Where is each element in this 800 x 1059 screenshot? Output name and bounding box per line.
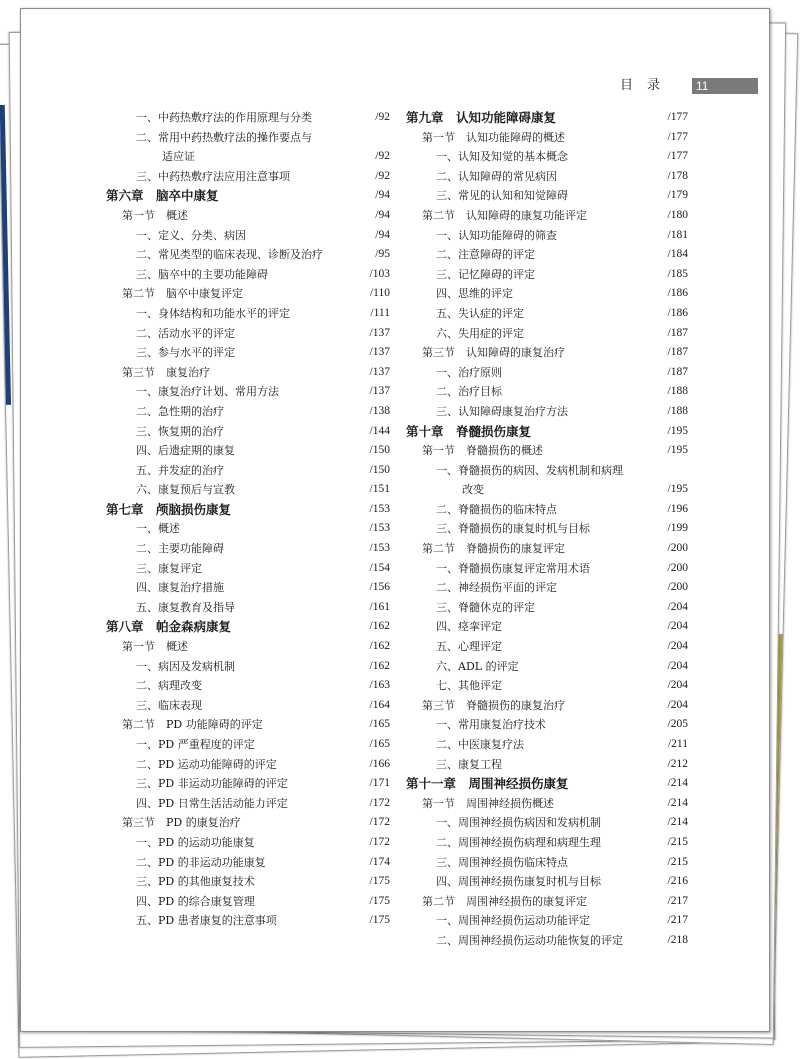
toc-entry-title: 四、PD 日常生活活动能力评定	[136, 796, 288, 810]
toc-entry-title: 二、周围神经损伤运动功能恢复的评定	[436, 933, 623, 947]
toc-entry-title: 第一节 脊髓损伤的概述	[422, 444, 543, 458]
toc-entry-title: 第三节 康复治疗	[122, 365, 210, 379]
toc-entry-title: 第二节 PD 功能障碍的评定	[122, 718, 263, 732]
toc-entry-page: /171	[369, 777, 390, 790]
toc-entry-title: 第三节 脊髓损伤的康复治疗	[422, 698, 565, 712]
toc-entry-chap[interactable]	[106, 186, 390, 206]
toc-entry-sec[interactable]	[406, 539, 688, 559]
toc-entry-title: 适应证	[162, 150, 195, 164]
toc-entry-title: 二、周围神经损伤病理和病理生理	[436, 835, 601, 849]
toc-entry-page: /204	[667, 679, 688, 692]
toc-right-column	[406, 108, 688, 951]
toc-entry-page: /175	[369, 875, 390, 888]
toc-entry-page: /204	[667, 640, 688, 653]
toc-entry-page: /137	[369, 346, 390, 359]
toc-entry-title: 第二节 脑卒中康复评定	[122, 287, 243, 301]
toc-entry-item[interactable]	[106, 128, 390, 148]
toc-entry-item[interactable]	[406, 519, 688, 539]
toc-entry-item[interactable]	[406, 402, 688, 422]
toc-entry-sec[interactable]	[406, 892, 688, 912]
toc-entry-item[interactable]	[106, 696, 390, 716]
toc-entry-title: 二、神经损伤平面的评定	[436, 581, 557, 595]
toc-entry-title: 三、认知障碍康复治疗方法	[436, 404, 568, 418]
toc-entry-page: /153	[369, 542, 390, 555]
toc-entry-sec[interactable]	[406, 206, 688, 226]
toc-entry-title: 三、脑卒中的主要功能障碍	[136, 267, 268, 281]
toc-entry-title: 三、PD 非运动功能障碍的评定	[136, 777, 288, 791]
toc-entry-title: 六、ADL 的评定	[436, 659, 519, 673]
toc-entry-item[interactable]	[406, 578, 688, 598]
toc-entry-page: /151	[369, 483, 390, 496]
toc-entry-page: /215	[667, 855, 688, 868]
toc-entry-page: /186	[667, 306, 688, 319]
toc-entry-page: /196	[667, 502, 688, 515]
toc-entry-title: 七、其他评定	[436, 679, 502, 693]
toc-entry-title: 一、病因及发病机制	[136, 659, 235, 673]
toc-entry-title: 一、脊髓损伤的病因、发病机制和病理	[436, 463, 623, 477]
toc-entry-title: 三、周围神经损伤临床特点	[436, 855, 568, 869]
toc-entry-sec[interactable]	[106, 813, 390, 833]
toc-entry-item[interactable]	[406, 284, 688, 304]
toc-entry-title: 第二节 脊髓损伤的康复评定	[422, 542, 565, 556]
toc-entry-title: 二、治疗目标	[436, 385, 502, 399]
toc-entry-page: /153	[369, 502, 390, 515]
toc-entry-item[interactable]	[106, 461, 390, 481]
toc-entry-page: /179	[667, 189, 688, 202]
toc-entry-item[interactable]	[106, 872, 390, 892]
toc-entry-page: /154	[369, 561, 390, 574]
toc-entry-page: /204	[667, 659, 688, 672]
toc-entry-page: /137	[369, 326, 390, 339]
toc-entry-item[interactable]	[406, 559, 688, 579]
toc-entry-item[interactable]	[406, 147, 688, 167]
toc-entry-page: /111	[370, 306, 390, 319]
toc-entry-cont[interactable]	[106, 147, 390, 167]
toc-entry-item[interactable]	[406, 167, 688, 187]
toc-entry-item[interactable]	[406, 598, 688, 618]
toc-entry-page: /204	[667, 620, 688, 633]
toc-entry-title: 五、心理评定	[436, 640, 502, 654]
toc-entry-page: /178	[667, 169, 688, 182]
toc-entry-title: 一、脊髓损伤康复评定常用术语	[436, 561, 590, 575]
toc-entry-page: /215	[667, 835, 688, 848]
toc-entry-page: /175	[369, 914, 390, 927]
toc-entry-title: 三、恢复期的治疗	[136, 424, 224, 438]
toc-entry-item[interactable]	[406, 265, 688, 285]
toc-entry-page: /218	[667, 933, 688, 946]
toc-entry-page: /217	[667, 894, 688, 907]
toc-entry-page: /94	[375, 208, 390, 221]
toc-entry-title: 一、PD 的运动功能康复	[136, 835, 255, 849]
toc-entry-title: 四、思维的评定	[436, 287, 513, 301]
toc-entry-page: /172	[369, 796, 390, 809]
toc-entry-item[interactable]	[106, 657, 390, 677]
toc-entry-title: 五、并发症的治疗	[136, 463, 224, 477]
toc-entry-item[interactable]	[406, 382, 688, 402]
toc-entry-title: 一、康复治疗计划、常用方法	[136, 385, 279, 399]
toc-entry-title: 二、急性期的治疗	[136, 404, 224, 418]
toc-entry-item[interactable]	[106, 382, 390, 402]
toc-entry-title: 第一节 认知功能障碍的概述	[422, 130, 565, 144]
toc-entry-title: 三、PD 的其他康复技术	[136, 875, 255, 889]
toc-entry-title: 一、治疗原则	[436, 365, 502, 379]
toc-entry-title: 三、参与水平的评定	[136, 346, 235, 360]
toc-entry-page: /150	[369, 463, 390, 476]
toc-entry-page: /172	[369, 816, 390, 829]
toc-entry-title: 二、活动水平的评定	[136, 326, 235, 340]
toc-entry-page: /92	[375, 111, 390, 123]
toc-entry-item[interactable]	[406, 186, 688, 206]
toc-entry-page: /199	[667, 522, 688, 535]
toc-entry-title: 第二节 认知障碍的康复功能评定	[422, 208, 587, 222]
toc-entry-page: /138	[369, 404, 390, 417]
toc-entry-item[interactable]	[406, 931, 688, 951]
toc-entry-title: 三、康复工程	[436, 757, 502, 771]
toc-entry-item[interactable]	[106, 265, 390, 285]
toc-entry-page: /188	[667, 385, 688, 398]
toc-entry-item[interactable]	[106, 892, 390, 912]
toc-entry-item[interactable]	[106, 559, 390, 579]
toc-entry-title: 二、常用中药热敷疗法的操作要点与	[136, 130, 312, 144]
toc-entry-page: /200	[667, 561, 688, 574]
toc-entry-item[interactable]	[406, 853, 688, 873]
toc-entry-item[interactable]	[106, 167, 390, 187]
toc-entry-page: /195	[667, 424, 688, 437]
toc-entry-page: /137	[369, 385, 390, 398]
toc-entry-page: /200	[667, 581, 688, 594]
toc-entry-item[interactable]	[106, 245, 390, 265]
toc-entry-page: /195	[667, 444, 688, 457]
toc-entry-page: /187	[667, 326, 688, 339]
toc-entry-page: /187	[667, 365, 688, 378]
toc-entry-title: 二、PD 运动功能障碍的评定	[136, 757, 277, 771]
toc-entry-page: /204	[667, 698, 688, 711]
toc-entry-page: /177	[667, 130, 688, 143]
toc-entry-item[interactable]	[106, 578, 390, 598]
toc-entry-title: 四、PD 的综合康复管理	[136, 894, 255, 908]
toc-entry-title: 三、康复评定	[136, 561, 202, 575]
toc-entry-page: /162	[369, 659, 390, 672]
toc-entry-page: /137	[369, 365, 390, 378]
toc-entry-page: /174	[369, 855, 390, 868]
toc-entry-title: 一、定义、分类、病因	[136, 228, 246, 242]
toc-entry-title: 五、康复教育及指导	[136, 600, 235, 614]
toc-entry-item[interactable]	[106, 755, 390, 775]
toc-entry-page: /103	[369, 267, 390, 280]
toc-entry-title: 一、认知功能障碍的筛查	[436, 228, 557, 242]
page-header	[620, 78, 758, 94]
toc-entry-item[interactable]	[406, 304, 688, 324]
header-page-number: 11	[692, 78, 758, 94]
toc-entry-title: 五、失认症的评定	[436, 306, 524, 320]
toc-entry-item[interactable]	[406, 461, 688, 481]
toc-entry-page: /161	[369, 600, 390, 613]
toc-entry-title: 二、PD 的非运动功能康复	[136, 855, 266, 869]
toc-entry-title: 二、脊髓损伤的临床特点	[436, 502, 557, 516]
toc-entry-chap[interactable]	[106, 500, 390, 520]
toc-entry-page: /92	[375, 169, 390, 182]
toc-entry-page: /177	[667, 150, 688, 163]
toc-entry-page: /153	[369, 522, 390, 535]
toc-entry-item[interactable]	[106, 519, 390, 539]
toc-entry-page: /200	[667, 542, 688, 555]
toc-entry-page: /214	[667, 777, 688, 790]
toc-entry-sec[interactable]	[106, 715, 390, 735]
toc-entry-title: 改变	[462, 483, 484, 497]
toc-entry-sec[interactable]	[106, 284, 390, 304]
toc-entry-page: /172	[369, 835, 390, 848]
toc-entry-title: 三、记忆障碍的评定	[436, 267, 535, 281]
toc-entry-title: 一、身体结构和功能水平的评定	[136, 306, 290, 320]
toc-entry-title: 第三节 PD 的康复治疗	[122, 816, 241, 830]
toc-entry-item[interactable]	[106, 774, 390, 794]
toc-entry-title: 第一节 概述	[122, 640, 188, 654]
toc-entry-item[interactable]	[106, 598, 390, 618]
toc-entry-item[interactable]	[106, 343, 390, 363]
toc-entry-page: /163	[369, 679, 390, 692]
toc-entry-page: /95	[375, 248, 390, 261]
toc-entry-item[interactable]	[106, 853, 390, 873]
toc-entry-item[interactable]	[406, 833, 688, 853]
toc-entry-item[interactable]	[106, 441, 390, 461]
toc-entry-chap[interactable]	[406, 774, 688, 794]
toc-entry-page: /156	[369, 581, 390, 594]
toc-entry-item[interactable]	[106, 735, 390, 755]
toc-entry-item[interactable]	[106, 304, 390, 324]
toc-entry-title: 二、中医康复疗法	[436, 738, 524, 751]
toc-entry-title: 二、病理改变	[136, 679, 202, 693]
toc-entry-title: 第二节 周围神经损伤的康复评定	[422, 894, 587, 908]
toc-entry-page: /150	[369, 444, 390, 457]
toc-entry-title: 一、中药热敷疗法的作用原理与分类	[136, 111, 312, 124]
toc-entry-title: 四、康复治疗措施	[136, 581, 224, 595]
toc-entry-item[interactable]	[106, 833, 390, 853]
toc-entry-page: /177	[667, 111, 688, 123]
toc-entry-title: 第一节 周围神经损伤概述	[422, 796, 554, 810]
toc-entry-title: 第一节 概述	[122, 208, 188, 222]
toc-entry-item[interactable]	[406, 676, 688, 696]
toc-entry-page: /204	[667, 600, 688, 613]
toc-entry-sec[interactable]	[406, 794, 688, 814]
toc-entry-page: /211	[667, 738, 688, 750]
toc-left-column	[106, 108, 390, 931]
toc-entry-item[interactable]	[106, 226, 390, 246]
toc-entry-page: /217	[667, 914, 688, 927]
toc-entry-item[interactable]	[406, 245, 688, 265]
toc-entry-title: 三、常见的认知和知觉障碍	[436, 189, 568, 203]
toc-entry-page: /186	[667, 287, 688, 300]
toc-entry-chap[interactable]	[406, 422, 688, 442]
toc-entry-item[interactable]	[406, 755, 688, 775]
toc-entry-item[interactable]	[406, 637, 688, 657]
toc-entry-item[interactable]	[406, 911, 688, 931]
toc-entry-page: /195	[667, 483, 688, 496]
toc-entry-title: 一、概述	[136, 522, 180, 536]
toc-entry-title: 第六章 脑卒中康复	[106, 188, 219, 204]
toc-entry-title: 三、脊髓损伤的康复时机与目标	[436, 522, 590, 536]
toc-entry-page: /180	[667, 208, 688, 221]
toc-entry-sec[interactable]	[406, 128, 688, 148]
toc-entry-title: 第九章 认知功能障碍康复	[406, 110, 557, 125]
toc-entry-title: 六、失用症的评定	[436, 326, 524, 340]
toc-entry-sec[interactable]	[406, 343, 688, 363]
toc-entry-page: /205	[667, 718, 688, 731]
toc-entry-item[interactable]	[406, 657, 688, 677]
toc-entry-page: /94	[375, 189, 390, 202]
toc-entry-item[interactable]	[406, 324, 688, 344]
toc-entry-page: /94	[375, 228, 390, 241]
toc-entry-cont[interactable]	[406, 480, 688, 500]
toc-entry-item[interactable]	[406, 872, 688, 892]
toc-entry-item[interactable]	[406, 715, 688, 735]
toc-entry-item[interactable]	[106, 539, 390, 559]
toc-entry-page: /181	[667, 228, 688, 241]
header-title: 目录	[620, 78, 675, 93]
toc-entry-title: 二、常见类型的临床表现、诊断及治疗	[136, 248, 323, 262]
toc-entry-item[interactable]	[106, 794, 390, 814]
toc-entry-item[interactable]	[406, 735, 688, 755]
toc-entry-title: 三、临床表现	[136, 698, 202, 712]
toc-entry-page: /92	[375, 150, 390, 163]
toc-entry-page: /162	[369, 640, 390, 653]
toc-entry-item[interactable]	[106, 480, 390, 500]
toc-entry-page: /165	[369, 718, 390, 731]
toc-entry-page: /165	[369, 738, 390, 750]
toc-entry-title: 一、常用康复治疗技术	[436, 718, 546, 732]
toc-entry-item[interactable]	[406, 500, 688, 520]
toc-entry-title: 一、周围神经损伤病因和发病机制	[436, 816, 601, 830]
toc-entry-sec[interactable]	[106, 206, 390, 226]
toc-entry-title: 一、PD 严重程度的评定	[136, 738, 255, 751]
toc-entry-sec[interactable]	[406, 696, 688, 716]
toc-entry-item[interactable]	[406, 617, 688, 637]
toc-entry-item[interactable]	[406, 226, 688, 246]
toc-entry-item[interactable]	[106, 422, 390, 442]
toc-entry-page: /187	[667, 346, 688, 359]
toc-entry-page: /162	[369, 620, 390, 633]
toc-entry-chap[interactable]	[106, 617, 390, 637]
toc-entry-page: /110	[369, 287, 390, 300]
toc-entry-title: 四、痉挛评定	[436, 620, 502, 634]
toc-entry-title: 二、主要功能障碍	[136, 542, 224, 556]
toc-entry-title: 一、周围神经损伤运动功能评定	[436, 914, 590, 928]
toc-entry-title: 六、康复预后与宣教	[136, 483, 235, 497]
toc-entry-item[interactable]	[106, 324, 390, 344]
toc-entry-title: 四、周围神经损伤康复时机与目标	[436, 875, 601, 889]
toc-entry-item[interactable]	[106, 108, 390, 128]
toc-entry-chap[interactable]	[406, 108, 688, 128]
toc-entry-item[interactable]	[106, 676, 390, 696]
toc-entry-item[interactable]	[106, 402, 390, 422]
toc-entry-title: 四、后遗症期的康复	[136, 444, 235, 458]
toc-entry-title: 第三节 认知障碍的康复治疗	[422, 346, 565, 360]
toc-entry-title: 第七章 颅脑损伤康复	[106, 501, 232, 517]
toc-entry-page: /188	[667, 404, 688, 417]
toc-entry-sec[interactable]	[406, 441, 688, 461]
toc-entry-page: /184	[667, 248, 688, 261]
toc-entry-title: 三、脊髓休克的评定	[436, 600, 535, 614]
toc-entry-title: 五、PD 患者康复的注意事项	[136, 914, 277, 928]
toc-entry-item[interactable]	[406, 813, 688, 833]
toc-entry-sec[interactable]	[106, 637, 390, 657]
toc-entry-title: 第八章 帕金森病康复	[106, 619, 232, 635]
toc-entry-title: 第十一章 周围神经损伤康复	[406, 776, 569, 792]
toc-entry-item[interactable]	[406, 363, 688, 383]
toc-entry-title: 三、中药热敷疗法应用注意事项	[136, 169, 290, 183]
toc-entry-page: /212	[667, 757, 688, 770]
toc-entry-page: /214	[667, 796, 688, 809]
toc-entry-page: /175	[369, 894, 390, 907]
toc-entry-page: /214	[667, 816, 688, 829]
toc-entry-page: /144	[369, 424, 390, 437]
toc-entry-page: /166	[369, 757, 390, 770]
toc-entry-page: /185	[667, 267, 688, 280]
toc-entry-title: 二、认知障碍的常见病因	[436, 169, 557, 183]
toc-entry-title: 一、认知及知觉的基本概念	[436, 150, 568, 164]
toc-entry-item[interactable]	[106, 911, 390, 931]
toc-entry-page: /164	[369, 698, 390, 711]
toc-entry-title: 第十章 脊髓损伤康复	[406, 423, 532, 439]
toc-entry-title: 二、注意障碍的评定	[436, 248, 535, 262]
toc-entry-page: /216	[667, 875, 688, 888]
toc-entry-sec[interactable]	[106, 363, 390, 383]
